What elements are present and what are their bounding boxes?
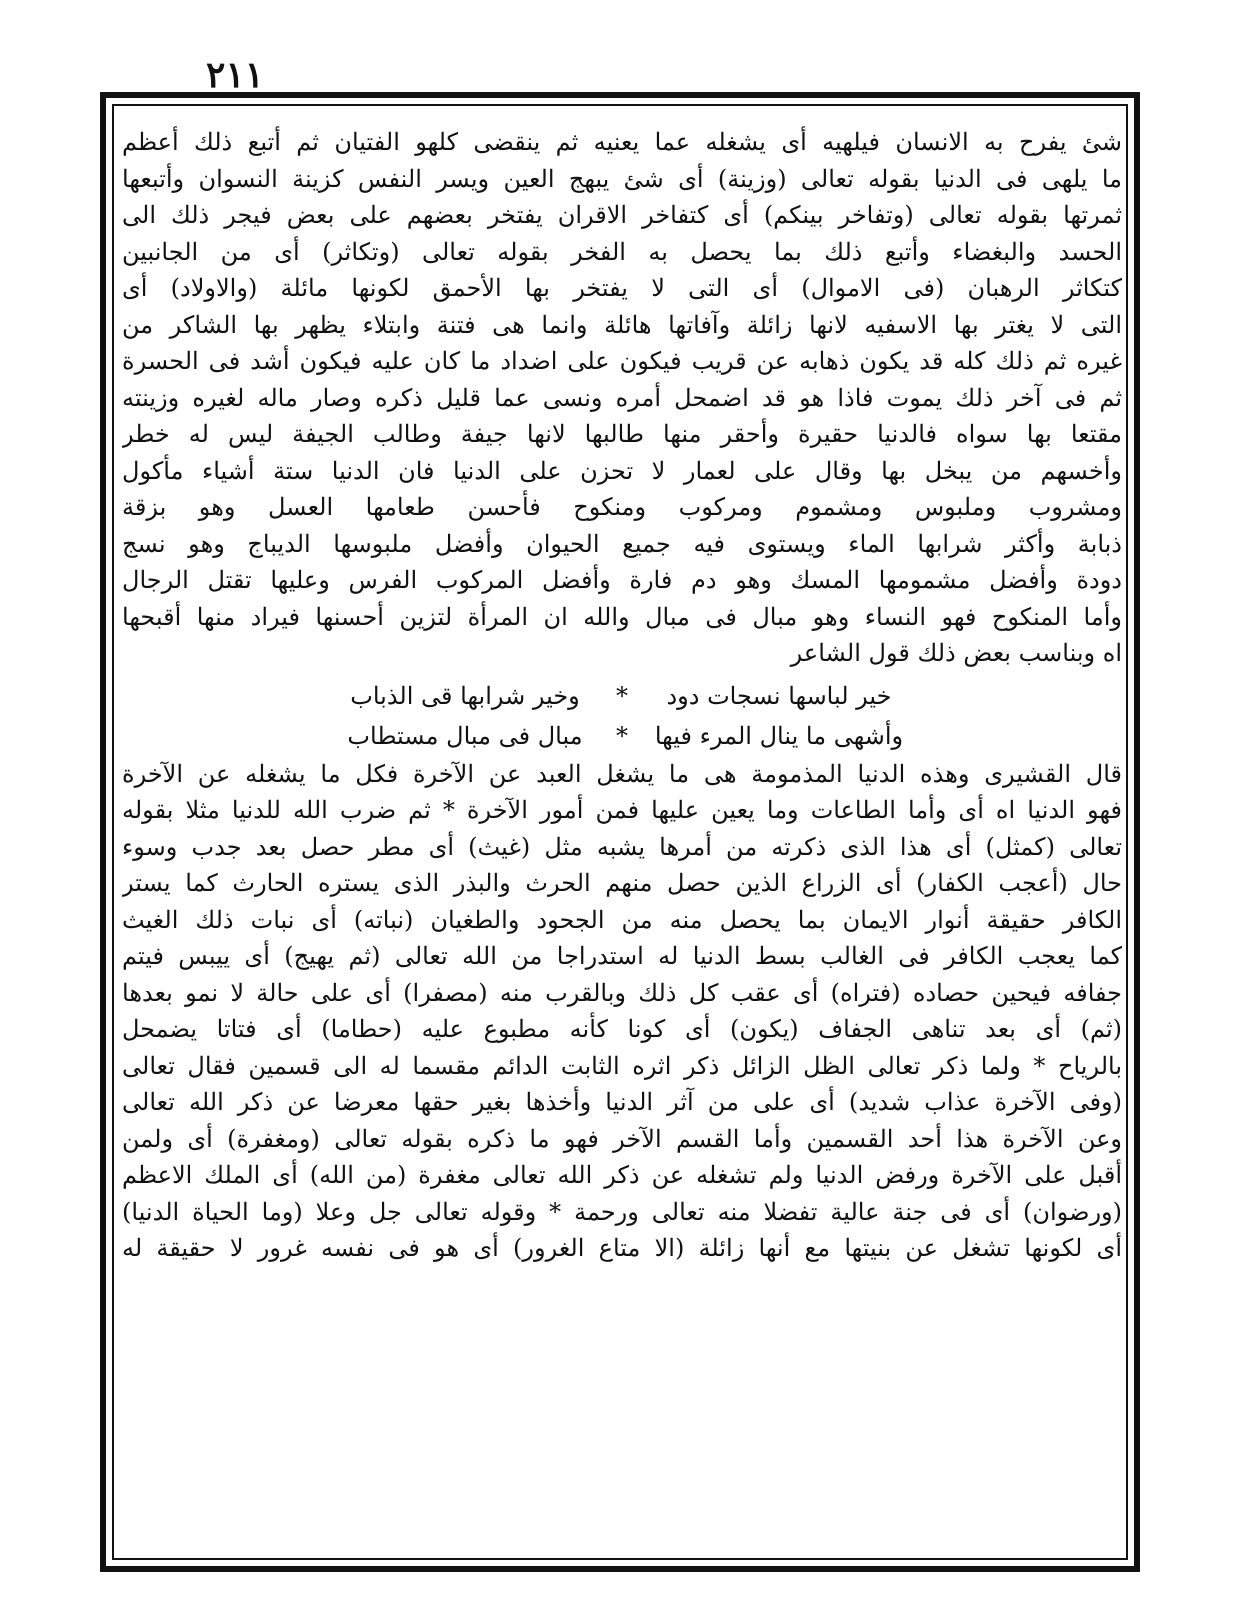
text-line: قال القشيرى وهذه الدنيا المذمومة هى ما يشغل العبد عن الآخرة فكل ما يشغله عن الآخرة — [122, 759, 1122, 788]
text-line: الكافر حقيقة أنوار الايمان بما يحصل منه من الجحود والطغيان (نباته) أى نبات ذلك الغيث — [122, 905, 1122, 934]
verse-second-hemistich: مبال فى مبال مستطاب — [347, 721, 583, 750]
text-line: أقبل على الآخرة ورفض الدنيا ولم تشغله عن ذكر الله تعالى مغفرة (من الله) أى الملك الاعظم — [122, 1161, 1122, 1189]
verse-separator: * — [616, 681, 628, 710]
text-line: غيره ثم ذلك كله قد يكون ذهابه عن قريب فيكون على اضداد ما كان عليه فيكون أشد فى الحسرة — [122, 347, 1122, 375]
poem-verse — [122, 716, 1122, 756]
verse-first-hemistich: خير لباسها نسجات دود — [666, 681, 892, 710]
text-line: (ثم) أى بعد تناهى الجفاف (يكون) أى كونا كأنه مطبوع عليه (حطاما) أى فتاتا يضمحل — [122, 1015, 1122, 1043]
text-line: مقتعا بها سواه فالدنيا حقيرة وأحقر منها طالبها لانها جيفة وطالب الجيفة ليس له خطر — [122, 420, 1122, 448]
text-line: دودة وأفضل مشمومها المسك وهو دم فارة وأفضل المركوب الفرس وعليها تقتل الرجال — [122, 566, 1122, 594]
text-line: جفافه فيحين حصاده (فتراه) أى عقب كل ذلك وبالقرب منه (مصفرا) أى على حالة لا نمو بعدها — [122, 978, 1122, 1007]
text-line: وعن الآخرة هذا أحد القسمين وأما القسم الآخر فهو ما ذكره بقوله تعالى (ومغفرة) أى ولمن — [122, 1124, 1122, 1153]
text-line: كتكاثر الرهبان (فى الاموال) أى التى لا يفتخر بها الأحمق لكونها مائلة (والاولاد) أى — [122, 274, 1122, 302]
poem-verse — [122, 676, 1122, 716]
page-number: ٢١١ — [205, 54, 264, 96]
text-line: شئ يفرح به الانسان فيلهيه أى يشغله عما يعنيه ثم ينقضى كلهو الفتيان ثم أتبع ذلك أعظم — [122, 128, 1122, 156]
verse-second-hemistich: وخير شرابها قى الذباب — [350, 681, 580, 710]
text-line: اه وبناسب بعض ذلك قول الشاعر — [790, 639, 1122, 667]
text-line: (وفى الآخرة عذاب شديد) أى على من آثر الدنيا وأخذها بغير حقها معرضا عن ذكر الله تعالى — [122, 1088, 1122, 1116]
text-line: ما يلهى فى الدنيا بقوله تعالى (وزينة) أى شئ يبهج العين ويسر النفس كزينة النسوان وأتبعها — [122, 164, 1122, 193]
text-line: كما يعجب الكافر فى الغالب بسط الدنيا له استدراجا من الله تعالى (ثم يهيج) أى ييبس فيتم — [122, 942, 1122, 970]
text-line: الحسد والبغضاء وأتبع ذلك بما يحصل به الفخر بقوله تعالى (وتكاثر) أى من الجانبين — [122, 237, 1122, 266]
text-line: وأخسهم من يبخل بها وقال على لعمار لا تحزن على الدنيا فان الدنيا ستة أشياء مأكول — [122, 456, 1122, 485]
verse-first-hemistich: وأشهى ما ينال المرء فيها — [654, 721, 904, 750]
text-line: بالرياح * ولما ذكر تعالى الظل الزائل ذكر اثره الثابت الدائم مقسما له الى قسمين فقال تعالى — [122, 1051, 1122, 1080]
text-line: تعالى (كمثل) أى هذا الذى ذكرته من أمرها يشبه مثل (غيث) أى مطر حصل بعد جدب وسوء — [122, 832, 1122, 861]
text-line: (ورضوان) أى فى جنة عالية تفضلا منه تعالى ورحمة * وقوله تعالى جل وعلا (وما الحياة الدنيا) — [122, 1197, 1122, 1226]
text-line: التى لا يغتر بها الاسفيه لانها زائلة وآفاتها هائلة وانما هى فتنة وابتلاء يظهر بها الشاكر من — [122, 310, 1122, 339]
verse-separator: * — [616, 721, 628, 750]
text-line: ثمرتها بقوله تعالى (وتفاخر بينكم) أى كتفاخر الاقران يفتخر بعضهم على بعض فيجر ذلك الى — [122, 201, 1122, 229]
text-line: حال (أعجب الكفار) أى الزراع الذين حصل منهم الحرث والبذر الذى يستره الحارث كما يستر — [122, 869, 1122, 897]
text-line: ذبابة وأكثر شرابها الماء ويستوى فيه جميع الحيوان وأفضل ملبوسها الديباج وهو نسج — [122, 529, 1122, 558]
text-line: أى لكونها تشغل عن بنيتها مع أنها زائلة (الا متاع الغرور) أى هو فى نفسه غرور لا حقيقة له — [122, 1234, 1122, 1262]
text-line: وأما المنكوح فهو النساء وهو مبال فى مبال والله ان المرأة لتزين أحسنها فيراد منها أقبحها — [122, 602, 1122, 631]
body-text — [122, 124, 1122, 1564]
text-line: ثم فى آخر ذلك يموت فاذا هو قد اضمحل أمره ونسى عما قليل ذكره وصار ماله لغيره وزينته — [122, 383, 1122, 412]
text-line: ومشروب وملبوس ومشموم ومركوب ومنكوح فأحسن طعامها العسل وهو بزقة — [122, 493, 1122, 521]
text-line: فهو الدنيا اه أى وأما الطاعات وما يعين عليها فمن أمور الآخرة * ثم ضرب الله للدنيا مثلا بقوله — [122, 796, 1122, 824]
